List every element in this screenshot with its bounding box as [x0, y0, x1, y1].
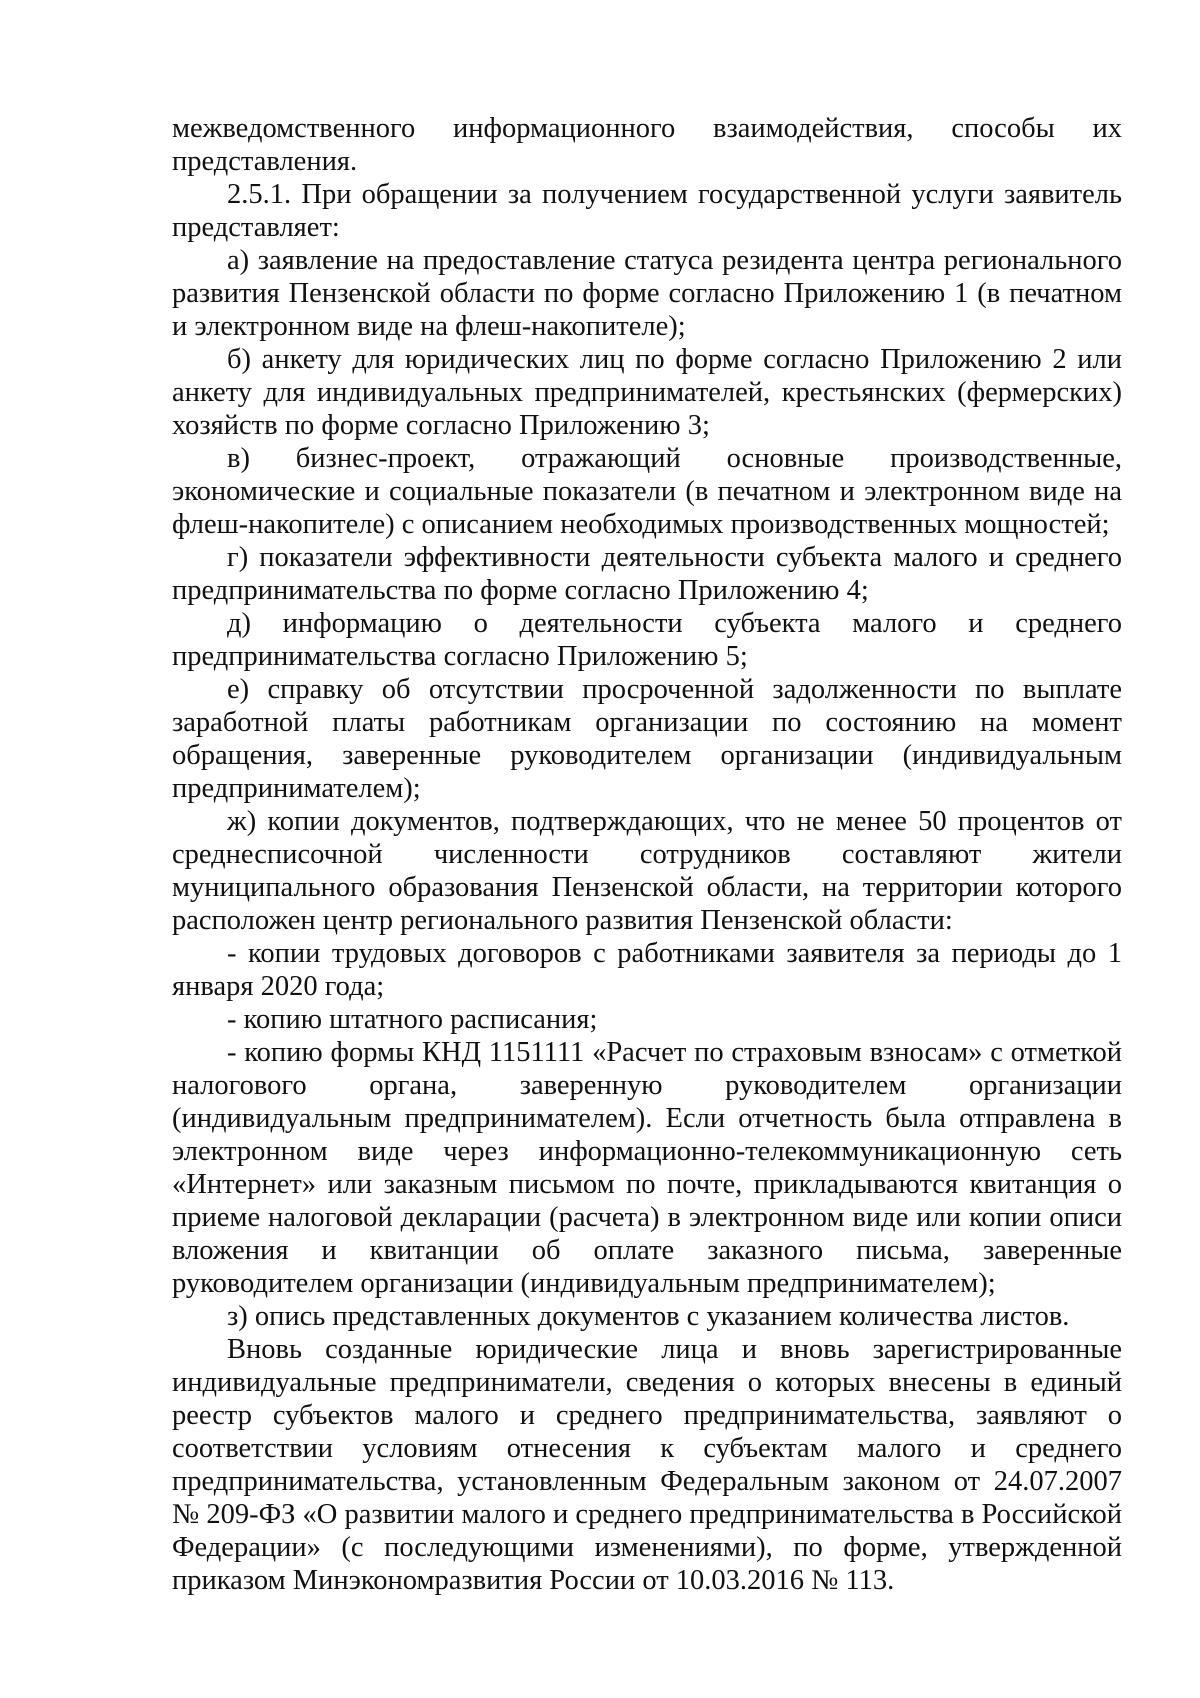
- paragraph-2-5-1: 2.5.1. При обращении за получением государственной услуги заявитель представляет:: [172, 179, 1122, 243]
- list-item-v: в) бизнес-проект, отражающий основные производственные, экономические и социальные показатели (в печатном и электронном виде на флеш-накопителе) с описанием необходимых производственных мощностей;: [172, 443, 1122, 540]
- sub-item-knd-form: - копию формы КНД 1151111 «Расчет по страховым взносам» с отметкой налогового органа, заверенную руководителем организации (индивидуальным предпринимателем). Если отчетность была отправлена в электронном виде через информационно-телекоммуникационную сеть «Интернет» или заказным письмом по почте, прикладываются квитанция о приеме налоговой декларации (расчета) в электронном виде или копии описи вложения и квитанции об оплате заказного письма, заверенные руководителем организации (индивидуальным предпринимателем);: [172, 1037, 1122, 1299]
- list-item-d: д) информацию о деятельности субъекта малого и среднего предпринимательства согласно Приложению 5;: [172, 608, 1122, 672]
- document-page: [172, 112, 1122, 1597]
- sub-item-staff-schedule: - копию штатного расписания;: [227, 1004, 598, 1035]
- list-item-z: з) опись представленных документов с указанием количества листов.: [227, 1301, 1070, 1332]
- list-item-g: г) показатели эффективности деятельности субъекта малого и среднего предпринимательства по форме согласно Приложению 4;: [172, 542, 1122, 606]
- list-item-b: б) анкету для юридических лиц по форме согласно Приложению 2 или анкету для индивидуальных предпринимателей, крестьянских (фермерских) хозяйств по форме согласно Приложению 3;: [172, 344, 1122, 441]
- list-item-a: а) заявление на предоставление статуса резидента центра регионального развития Пензенской области по форме согласно Приложению 1 (в печатном и электронном виде на флеш-накопителе);: [172, 245, 1122, 342]
- list-item-e: е) справку об отсутствии просроченной задолженности по выплате заработной платы работникам организации по состоянию на момент обращения, заверенные руководителем организации (индивидуальным предпринимателем);: [172, 674, 1122, 804]
- sub-item-labor-contracts: - копии трудовых договоров с работниками заявителя за периоды до 1 января 2020 года;: [172, 938, 1122, 1002]
- paragraph-new-entities: Вновь созданные юридические лица и вновь зарегистрированные индивидуальные предприниматели, сведения о которых внесены в единый реестр субъектов малого и среднего предпринимательства, заявляют о соответствии условиям отнесения к субъектам малого и среднего предпринимательства, установленным Федеральным законом от 24.07.2007 № 209-ФЗ «О развитии малого и среднего предпринимательства в Российской Федерации» (с последующими изменениями), по форме, утвержденной приказом Минэкономразвития России от 10.03.2016 № 113.: [172, 1334, 1122, 1596]
- list-item-zh: ж) копии документов, подтверждающих, что не менее 50 процентов от среднесписочной численности сотрудников составляют жители муниципального образования Пензенской области, на территории которого расположен центр регионального развития Пензенской области:: [172, 806, 1122, 936]
- paragraph-intro: межведомственного информационного взаимодействия, способы их представления.: [172, 113, 1122, 177]
